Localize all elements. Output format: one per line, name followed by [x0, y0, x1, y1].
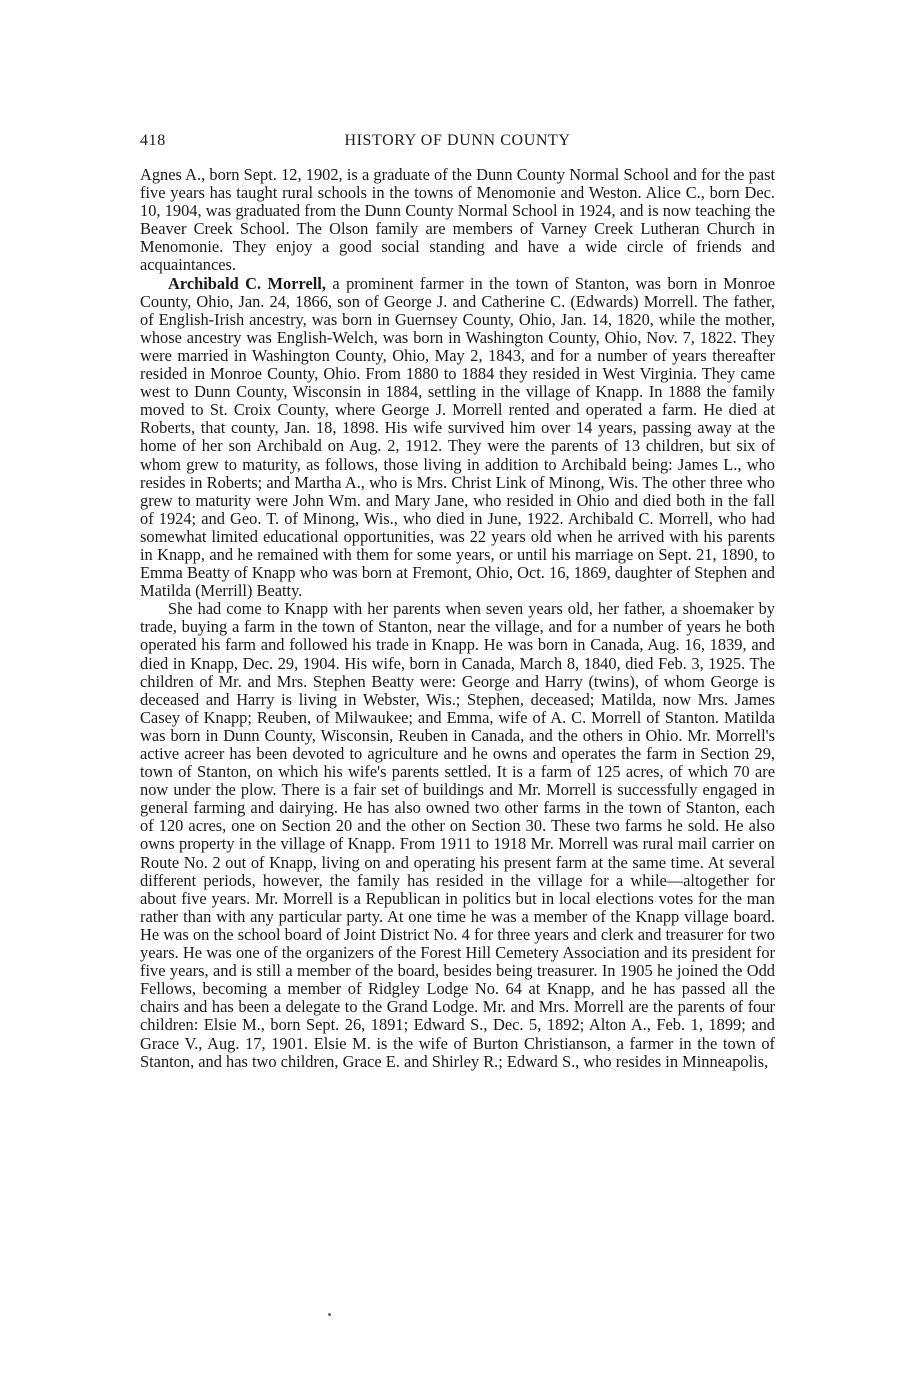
running-head: HISTORY OF DUNN COUNTY [344, 132, 571, 149]
paragraph-archibald-morrell [140, 275, 775, 601]
paper-speck [328, 1313, 331, 1316]
body-text [140, 166, 775, 1071]
biography-subject-name: Archibald C. Morrell, [168, 273, 326, 293]
page-header [140, 132, 775, 152]
paragraph-text: a prominent farmer in the town of Stanton, was born in Monroe County, Ohio, Jan. 24, 1866, son of George J. and Catherine C. (Edwards) Morrell. The father, of English-Irish ancestry, was born in Guernsey County, Ohio, Jan. 14, 1820, while the mother, whose ancestry was English-Welch, was born in Washington County, Ohio, Nov. 7, 1822. They were married in Washington County, Ohio, May 2, 1843, and for a number of years thereafter resided in Monroe County, Ohio. From 1880 to 1884 they resided in West Virginia. They came west to Dunn County, Wisconsin in 1884, settling in the village of Knapp. In 1888 the family moved to St. Croix County, where George J. Morrell rented and operated a farm. He died at Roberts, that county, Jan. 18, 1898. His wife survived him over 14 years, passing away at the home of her son Archibald on Aug. 2, 1912. They were the parents of 13 children, but six of whom grew to maturity, as follows, those living in addition to Archibald being: James L., who resides in Roberts; and Martha A., who is Mrs. Christ Link of Minong, Wis. The other three who grew to maturity were John Wm. and Mary Jane, who resided in Ohio and died both in the fall of 1924; and Geo. T. of Minong, Wis., who died in June, 1922. Archibald C. Morrell, who had somewhat limited educational opportunities, was 22 years old when he arrived with his parents in Knapp, and he remained with them for some years, or until his marriage on Sept. 21, 1890, to Emma Beatty of Knapp who was born at Fremont, Ohio, Oct. 16, 1869, daughter of Stephen and Matilda (Merrill) Beatty. [140, 273, 775, 601]
page-number: 418 [140, 132, 166, 149]
paragraph-olson-family [140, 166, 775, 275]
paragraph-beatty-family [140, 600, 775, 1070]
paragraph-text: Agnes A., born Sept. 12, 1902, is a graduate of the Dunn County Normal School and for the past five years has taught rural schools in the towns of Menomonie and Weston. Alice C., born Dec. 10, 1904, was graduated from the Dunn County Normal School in 1924, and is now teaching the Beaver Creek School. The Olson family are members of Varney Creek Lutheran Church in Menomonie. They enjoy a good social standing and have a wide circle of friends and acquaintances. [140, 165, 775, 275]
paragraph-text: She had come to Knapp with her parents when seven years old, her father, a shoemaker by trade, buying a farm in the town of Stanton, near the village, and for a number of years he both operated his farm and followed his trade in Knapp. He was born in Canada, Aug. 16, 1839, and died in Knapp, Dec. 29, 1904. His wife, born in Canada, March 8, 1840, died Feb. 3, 1925. The children of Mr. and Mrs. Stephen Beatty were: George and Harry (twins), of whom George is deceased and Harry is living in Webster, Wis.; Stephen, deceased; Matilda, now Mrs. James Casey of Knapp; Reuben, of Milwaukee; and Emma, wife of A. C. Morrell of Stanton. Matilda was born in Dunn County, Wisconsin, Reuben in Canada, and the others in Ohio. Mr. Morrell's active acreer has been devoted to agriculture and he owns and operates the farm in Section 29, town of Stanton, on which his wife's parents settled. It is a farm of 125 acres, of which 70 are now under the plow. There is a fair set of buildings and Mr. Morrell is successfully engaged in general farming and dairying. He has also owned two other farms in the town of Stanton, each of 120 acres, one on Section 20 and the other on Section 30. These two farms he sold. He also owns property in the village of Knapp. From 1911 to 1918 Mr. Morrell was rural mail carrier on Route No. 2 out of Knapp, living on and operating his present farm at the same time. At several different periods, however, the family has resided in the village for a while—altogether for about five years. Mr. Morrell is a Republican in politics but in local elections votes for the man rather than with any particular party. At one time he was a member of the Knapp village board. He was on the school board of Joint District No. 4 for three years and clerk and treasurer for two years. He was one of the organizers of the Forest Hill Cemetery Association and its president for five years, and is still a member of the board, besides being treasurer. In 1905 he joined the Odd Fellows, becoming a member of Ridgley Lodge No. 64 at Knapp, and he has passed all the chairs and has been a delegate to the Grand Lodge. Mr. and Mrs. Morrell are the parents of four children: Elsie M., born Sept. 26, 1891; Edward S., Dec. 5, 1892; Alton A., Feb. 1, 1899; and Grace V., Aug. 17, 1901. Elsie M. is the wife of Burton Christianson, a farmer in the town of Stanton, and has two children, Grace E. and Shirley R.; Edward S., who resides in Minneapolis, [140, 599, 775, 1071]
